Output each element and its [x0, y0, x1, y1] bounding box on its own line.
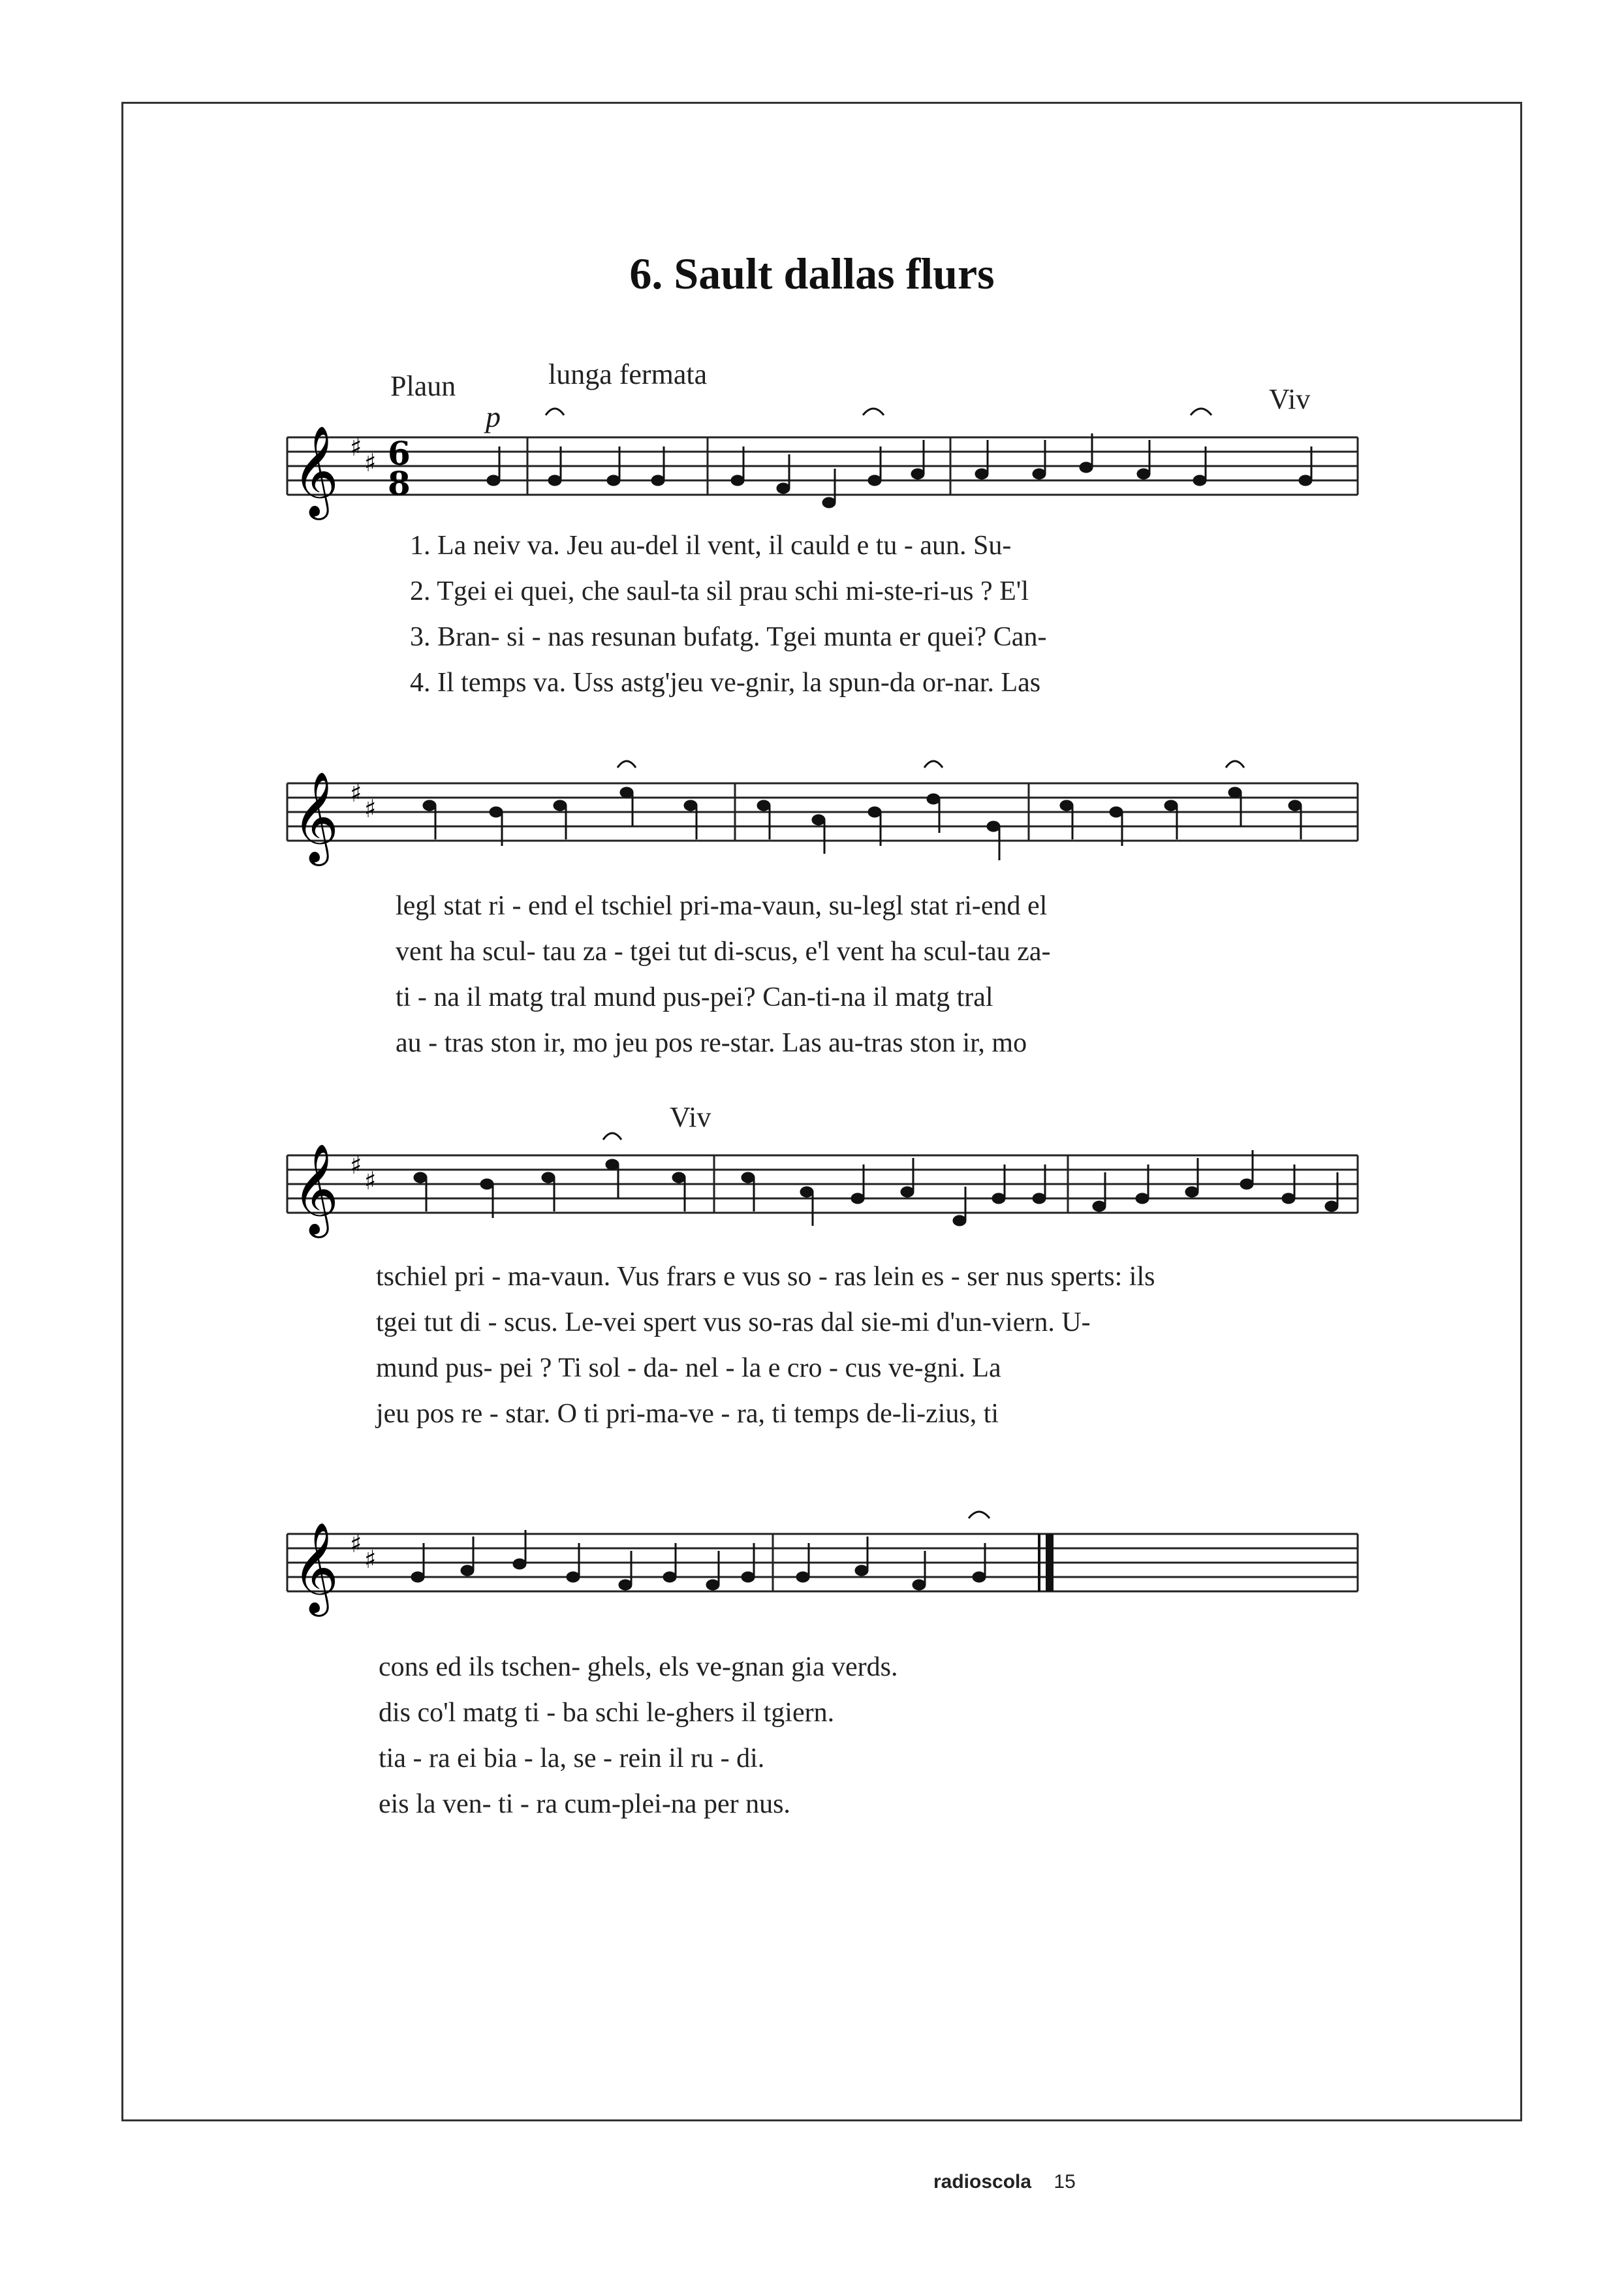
lyric-verse-4: 4. Il temps va. Uss astg'jeu ve-gnir, la spun-da or-nar. Las — [410, 668, 1041, 698]
sharp-icon: ♯ — [364, 448, 377, 477]
lyric-verse-1: 1. La neiv va. Jeu au-del il vent, il cauld e tu - aun. Su- — [410, 531, 1012, 561]
time-signature-eight: 8 — [388, 464, 411, 503]
sharp-icon: ♯ — [364, 1166, 377, 1195]
page-footer — [933, 2171, 1076, 2193]
notes — [412, 1530, 985, 1589]
music-staff-4 — [287, 1522, 1371, 1619]
publication-name: radioscola — [933, 2171, 1032, 2193]
staff-lines — [287, 783, 1358, 841]
sharp-icon: ♯ — [350, 433, 362, 461]
treble-clef-icon: 𝄞 — [292, 426, 339, 516]
dynamic-piano: p — [486, 400, 501, 433]
page-frame — [121, 102, 1522, 2121]
sharp-icon: ♯ — [364, 794, 377, 823]
lyric-verse-1: legl stat ri - end el tschiel pri-ma-vaun, su-legl stat ri-end el — [396, 891, 1048, 921]
notes — [424, 788, 1301, 860]
lyric-verse-2: dis co'l matg ti - ba schi le-ghers il tgiern. — [379, 1698, 835, 1728]
lyric-verse-1: cons ed ils tschen- ghels, els ve-gnan gia verds. — [379, 1652, 898, 1682]
song-title: 6. Sault dallas flurs — [629, 249, 995, 298]
time-signature-six: 6 — [388, 434, 411, 473]
sharp-icon: ♯ — [364, 1545, 377, 1574]
lyric-verse-4: au - tras ston ir, mo jeu pos re-star. Las au-tras ston ir, mo — [396, 1028, 1027, 1058]
treble-clef-icon: 𝄞 — [292, 1144, 339, 1234]
treble-clef-icon: 𝄞 — [292, 1522, 339, 1613]
lyric-verse-3: tia - ra ei bia - la, se - rein il ru - di. — [379, 1743, 765, 1773]
treble-clef-icon: 𝄞 — [292, 772, 339, 862]
staff-lines — [287, 437, 1358, 495]
staff-lines — [287, 1534, 1358, 1591]
page-number: 15 — [1054, 2171, 1076, 2193]
lyric-verse-4: jeu pos re - star. O ti pri-ma-ve - ra, ti temps de-li-zius, ti — [376, 1399, 999, 1429]
tempo-marking-plaun: Plaun — [390, 370, 456, 402]
tempo-marking-viv-1: Viv — [1269, 383, 1311, 415]
music-staff-3 — [287, 1144, 1371, 1240]
lyric-verse-4: eis la ven- ti - ra cum-plei-na per nus. — [379, 1789, 790, 1819]
lyric-verse-1: tschiel pri - ma-vaun. Vus frars e vus so - ras lein es - ser nus sperts: ils — [376, 1262, 1155, 1292]
lyric-verse-2: tgei tut di - scus. Le-vei spert vus so-ras dal sie-mi d'un-viern. U- — [376, 1307, 1091, 1337]
sharp-icon: ♯ — [350, 779, 362, 807]
lyric-verse-2: 2. Tgei ei quei, che saul-ta sil prau schi mi-ste-ri-us ? E'l — [410, 576, 1029, 606]
music-staff-2 — [287, 772, 1371, 868]
music-staff-1 — [287, 426, 1371, 522]
tempo-marking-viv-2: Viv — [670, 1101, 711, 1133]
lyric-verse-3: 3. Bran- si - nas resunan bufatg. Tgei munta er quei? Can- — [410, 622, 1047, 652]
lyric-verse-2: vent ha scul- tau za - tgei tut di-scus, e'l vent ha scul-tau za- — [396, 937, 1051, 967]
lyric-verse-3: mund pus- pei ? Ti sol - da- nel - la e cro - cus ve-gni. La — [376, 1353, 1001, 1383]
notes — [488, 433, 1311, 507]
lyric-verse-3: ti - na il matg tral mund pus-pei? Can-ti-na il matg tral — [396, 982, 993, 1012]
sharp-icon: ♯ — [350, 1151, 362, 1179]
sharp-icon: ♯ — [350, 1529, 362, 1558]
fermata-instruction: lunga fermata — [548, 358, 708, 390]
notes — [414, 1150, 1337, 1226]
